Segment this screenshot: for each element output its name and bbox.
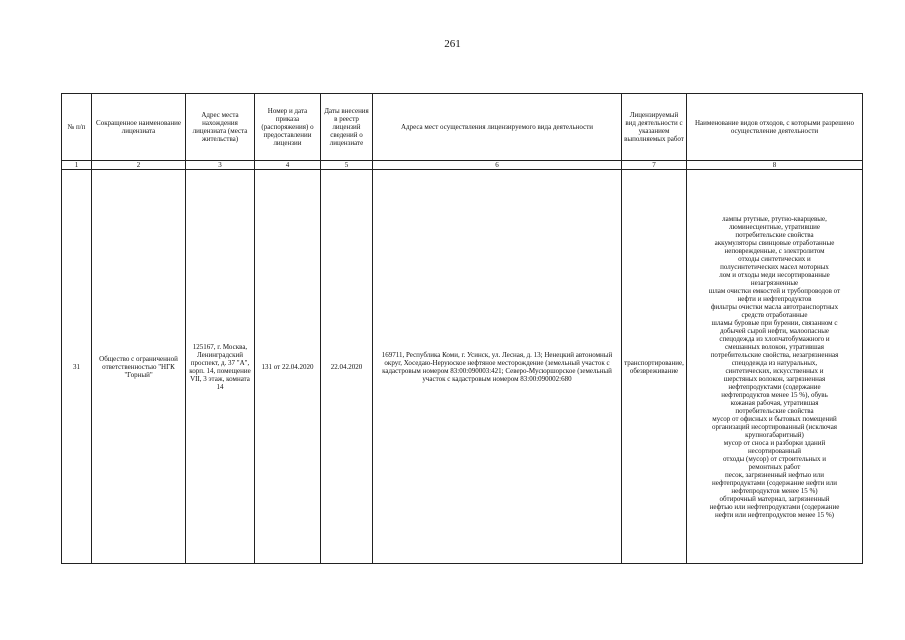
waste-type-line: потребительские свойства (735, 406, 814, 415)
waste-type-line: неповрежденные, с электролитом (724, 246, 825, 255)
waste-type-line: нефти или нефтепродуктов менее 15 %) (715, 510, 834, 519)
order-number-date: 131 от 22.04.2020 (255, 170, 321, 564)
header-cell: Наименование видов отходов, с которыми разрешено осуществление деятельности (687, 94, 863, 161)
header-row (62, 94, 863, 161)
licensee-name: Общество с ограниченной ответственностью "НГК "Горный" (92, 170, 186, 564)
waste-type-line: ремонтных работ (748, 462, 801, 471)
waste-type-line: фильтры очистки масла автотранспортных (710, 302, 839, 311)
waste-type-line: люминесцентные, утратившие (728, 222, 821, 231)
waste-type-line: шерстяных волокон, загрязненная (723, 374, 826, 383)
waste-type-line: организаций несортированный (исключая (711, 422, 838, 431)
waste-type-line: крупногабаритный) (745, 430, 804, 439)
waste-type-line: шлам очистки емкостей и трубопроводов от (708, 286, 841, 295)
column-number: 3 (186, 161, 255, 170)
waste-type-line: нефтепродуктов менее 15 %), обувь (721, 390, 828, 399)
waste-type-line: шламы буровые при бурении, связанном с (711, 318, 838, 327)
waste-type-line: спецодежда из хлопчатобумажного и (719, 334, 830, 343)
header-cell: Сокращенное наименование лицензиата (92, 94, 186, 161)
waste-type-line: отходы синтетических и (738, 254, 811, 263)
header-cell: Адреса мест осуществления лицензируемого вида деятельности (373, 94, 622, 161)
waste-type-line: потребительские свойства (735, 230, 814, 239)
header-cell: № п/п (62, 94, 92, 161)
waste-type-line: нефтепродуктов менее 15 %) (731, 486, 818, 495)
waste-type-line: полусинтетических масел моторных (720, 262, 829, 271)
column-number: 4 (255, 161, 321, 170)
column-number: 2 (92, 161, 186, 170)
waste-type-line: лампы ртутные, ртутно-кварцевые, (722, 214, 827, 223)
waste-type-line: мусор от сноса и разборки зданий (723, 438, 826, 447)
header-cell: Адрес места нахождения лицензиата (места жительства) (186, 94, 255, 161)
waste-type-line: обтирочный материал, загрязненный (719, 494, 830, 503)
waste-type-line: кожаная рабочая, утратившая (730, 398, 819, 407)
waste-type-line: добычей сырой нефти, малоопасные (719, 326, 830, 335)
waste-type-line: нефтью или нефтепродуктами (содержание (709, 502, 840, 511)
column-number-row (62, 161, 863, 170)
waste-type-line: нефтепродуктами (содержание нефти или (712, 478, 837, 487)
waste-type-line: мусор от офисных и бытовых помещений (712, 414, 837, 423)
licensed-activity: транспортирование, обезвреживание (622, 170, 687, 564)
header-cell: Номер и дата приказа (распоряжения) о предоставлении лицензии (255, 94, 321, 161)
waste-type-line: средств отработанные (741, 310, 808, 319)
waste-type-line: незагрязненные (750, 278, 799, 287)
column-number: 5 (321, 161, 373, 170)
column-number: 6 (373, 161, 622, 170)
header-cell: Лицензируемый вид деятельности с указанием выполняемых работ (622, 94, 687, 161)
column-number: 8 (687, 161, 863, 170)
waste-type-line: спецодежда из натуральных, (731, 358, 818, 367)
waste-type-line: лом и отходы меди несортированные (719, 270, 830, 279)
licensee-address: 125167, г. Москва, Ленинградский проспект, д. 37 "А", корп. 14, помещение VII, 3 этаж, комната 14 (186, 170, 255, 564)
column-number: 1 (62, 161, 92, 170)
table-row (62, 170, 863, 564)
column-number: 7 (622, 161, 687, 170)
waste-type-line: отходы (мусор) от строительных и (723, 454, 826, 463)
waste-type-line: нефти и нефтепродуктов (737, 294, 812, 303)
license-registry-table (61, 93, 863, 564)
header-cell: Даты внесения в реестр лицензий сведений о лицензиате (321, 94, 373, 161)
registry-date: 22.04.2020 (321, 170, 373, 564)
row-number: 31 (62, 170, 92, 564)
waste-type-line: несортированный (747, 446, 802, 455)
activity-places: 169711, Республика Коми, г. Усинск, ул. Лесная, д. 13; Ненецкий автономный округ, Хоседаю-Неруюское нефтяное месторождение (земельный участок с кадастровым номером 83:00:090003:421; Северо-Мусюршорское (земельный участок с кадастровым номером 83:00:090002:680 (373, 170, 622, 564)
waste-type-line: потребительские свойства, незагрязненная (710, 350, 839, 359)
page-number: 261 (444, 38, 461, 50)
waste-type-line: нефтепродуктами (содержание (728, 382, 821, 391)
waste-types (687, 170, 863, 564)
waste-type-line: синтетических, искусственных и (725, 366, 824, 375)
waste-type-line: аккумуляторы свинцовые отработанные (714, 238, 835, 247)
waste-type-line: смешанных волокон, утратившая (725, 342, 824, 351)
waste-type-line: песок, загрязненный нефтью или (725, 470, 824, 479)
